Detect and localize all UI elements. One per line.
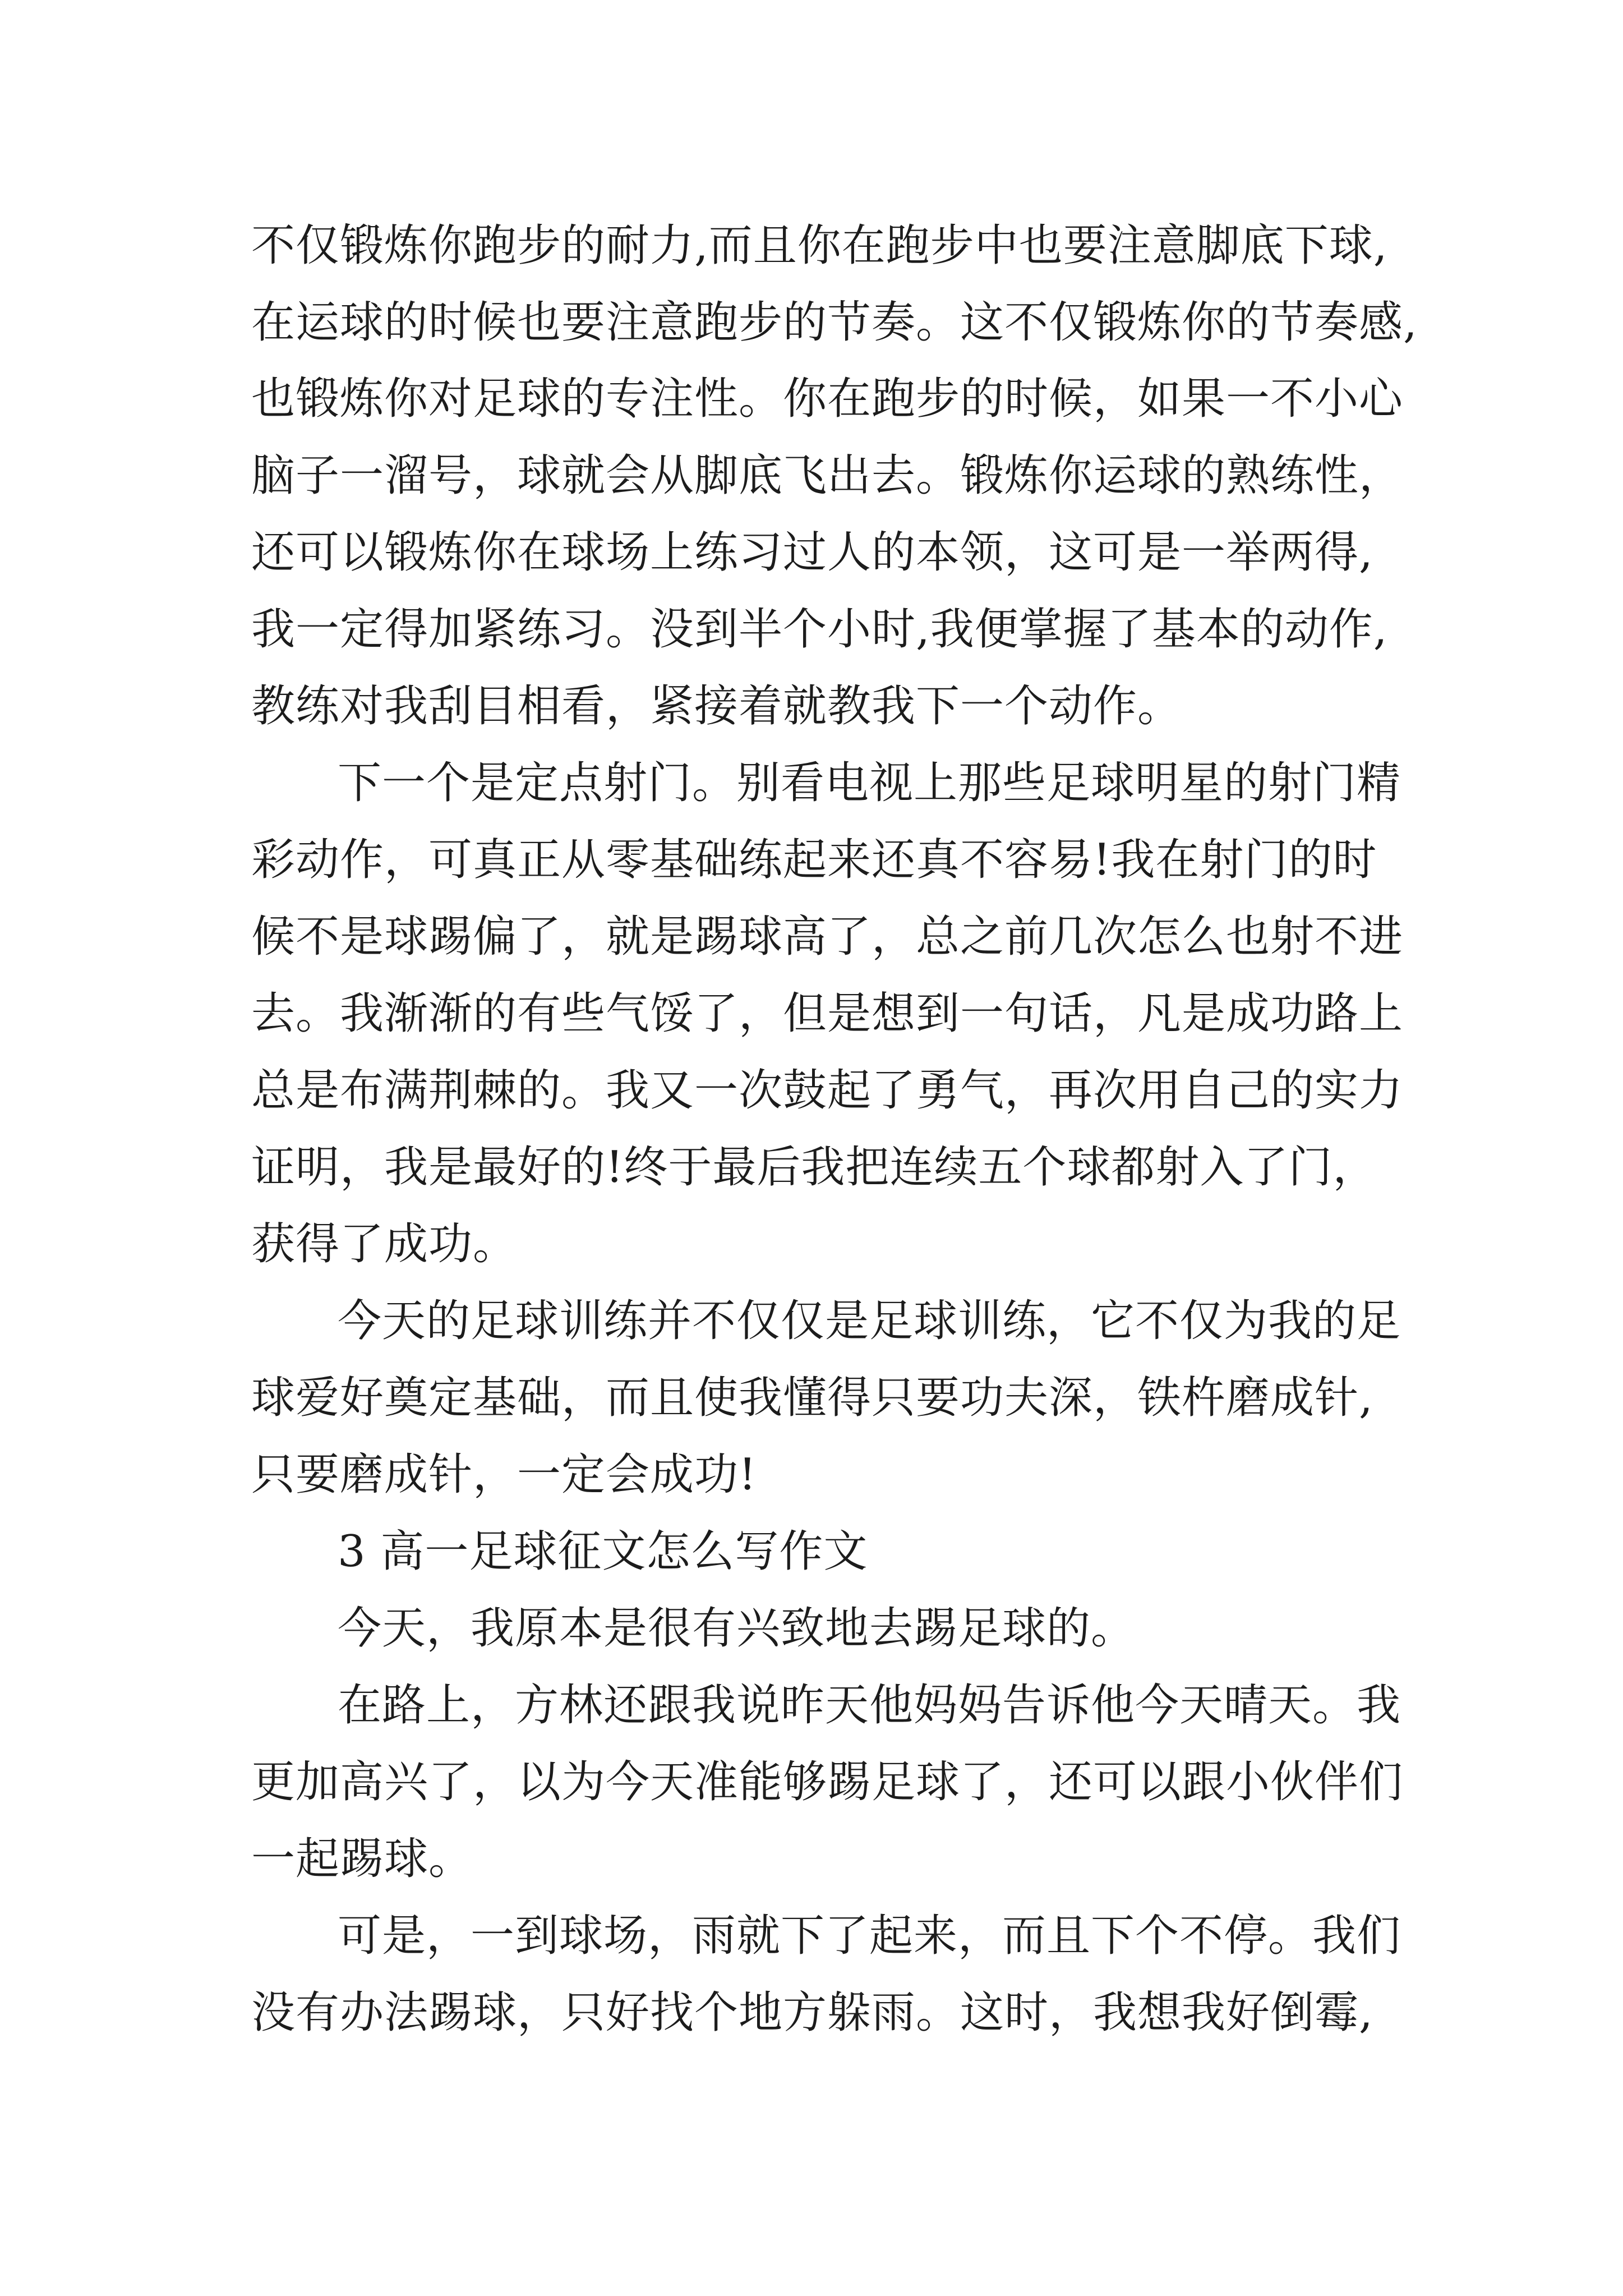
body-text-line: 教练对我刮目相看，紧接着就教我下一个动作。 — [251, 681, 1182, 731]
body-text-line: 彩动作，可真正从零基础练起来还真不容易!我在射门的时 — [251, 835, 1377, 885]
body-text-line: 还可以锻炼你在球场上练习过人的本领，这可是一举两得, — [251, 527, 1373, 578]
body-text-line: 脑子一溜号，球就会从脚底飞出去。锻炼你运球的熟练性， — [251, 450, 1404, 501]
body-text-line: 在运球的时候也要注意跑步的节奏。这不仅锻炼你的节奏感, — [251, 297, 1418, 348]
body-text-line: 不仅锻炼你跑步的耐力,而且你在跑步中也要注意脚底下球, — [251, 220, 1388, 271]
body-text-line: 去。我渐渐的有些气馁了，但是想到一句话，凡是成功路上 — [251, 988, 1404, 1039]
body-text-line: 获得了成功。 — [251, 1219, 518, 1269]
body-text-line: 我一定得加紧练习。没到半个小时,我便掌握了基本的动作, — [251, 604, 1388, 655]
body-text-line: 证明，我是最好的!终于最后我把连续五个球都射入了门， — [251, 1142, 1377, 1193]
section-heading: 3 高一足球征文怎么写作文 — [338, 1526, 868, 1577]
body-text-line: 球爱好奠定基础，而且使我懂得只要功夫深，铁杵磨成针, — [251, 1373, 1373, 1423]
paragraph-first-line: 今天的足球训练并不仅仅是足球训练，它不仅为我的足 — [338, 1296, 1401, 1346]
body-text-line: 也锻炼你对足球的专注性。你在跑步的时候，如果一不小心 — [251, 374, 1404, 424]
paragraph-first-line: 下一个是定点射门。别看电视上那些足球明星的射门精 — [338, 758, 1401, 808]
paragraph-first-line: 可是，一到球场，雨就下了起来，而且下个不停。我们 — [338, 1911, 1401, 1961]
paragraph-first-line: 在路上，方林还跟我说昨天他妈妈告诉他今天晴天。我 — [338, 1680, 1401, 1731]
body-text-line: 更加高兴了，以为今天准能够踢足球了，还可以跟小伙伴们 — [251, 1757, 1404, 1807]
paragraph-first-line: 今天，我原本是很有兴致地去踢足球的。 — [338, 1603, 1136, 1654]
body-text-line: 一起踢球。 — [251, 1834, 473, 1884]
body-text-line: 只要磨成针，一定会成功! — [251, 1450, 757, 1500]
body-text-line: 总是布满荆棘的。我又一次鼓起了勇气，再次用自己的实力 — [251, 1065, 1404, 1116]
body-text-line: 没有办法踢球，只好找个地方躲雨。这时，我想我好倒霉, — [251, 1987, 1373, 2038]
body-text-line: 候不是球踢偏了，就是踢球高了，总之前几次怎么也射不进 — [251, 912, 1404, 962]
